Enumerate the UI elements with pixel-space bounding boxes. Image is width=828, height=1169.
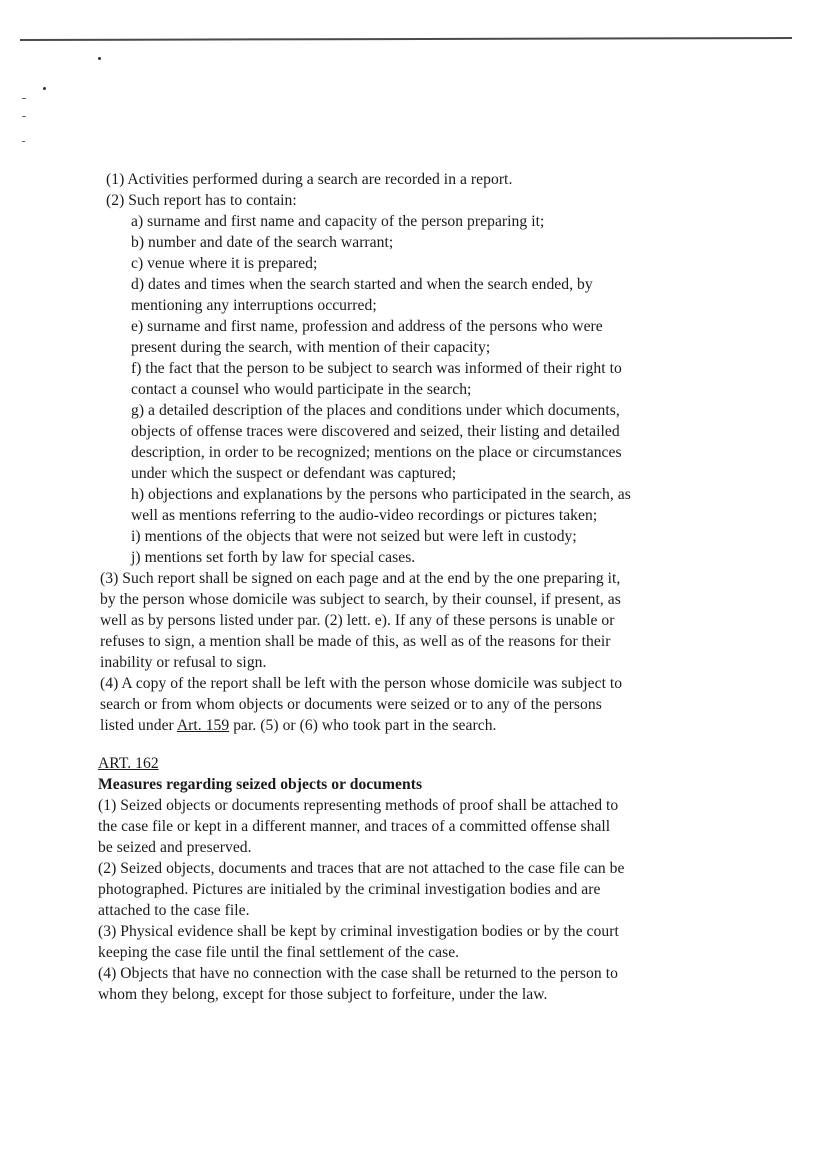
text-line: be seized and preserved. <box>98 839 252 856</box>
scan-top-rule <box>20 37 792 41</box>
list-item-h: h) objections and explanations by the persons who participated in the search, as <box>131 486 631 503</box>
text-line: whom they belong, except for those subject to forfeiture, under the law. <box>98 986 548 1003</box>
report-contents-list <box>131 211 631 568</box>
text-line: keeping the case file until the final settlement of the case. <box>98 944 460 961</box>
scan-speck <box>98 57 101 60</box>
text-line: (1) Activities performed during a search are recorded in a report. <box>106 171 513 188</box>
article-number: ART. 162 <box>98 755 159 772</box>
text-line: refuses to sign, a mention shall be made of this, as well as of the reasons for their <box>100 633 611 650</box>
scan-mark <box>22 116 26 117</box>
text-line: (4) A copy of the report shall be left with the person whose domicile was subject to <box>100 675 623 692</box>
list-item-f: f) the fact that the person to be subject to search was informed of their right to <box>131 360 622 377</box>
article-162-section <box>98 753 624 1005</box>
report-paragraph-3 <box>100 568 621 673</box>
text-line: attached to the case file. <box>98 902 250 919</box>
text-line: photographed. Pictures are initialed by the criminal investigation bodies and are <box>98 881 601 898</box>
list-item-c: c) venue where it is prepared; <box>131 255 318 272</box>
list-item-a: a) surname and first name and capacity of the person preparing it; <box>131 213 545 230</box>
article-159-link[interactable]: Art. 159 <box>176 717 230 734</box>
list-item-g-cont: under which the suspect or defendant was captured; <box>131 465 457 482</box>
text-line: (2) Seized objects, documents and traces that are not attached to the case file can be <box>98 860 625 877</box>
list-item-e: e) surname and first name, profession and address of the persons who were <box>131 318 603 335</box>
article-title: Measures regarding seized objects or documents <box>98 776 423 793</box>
list-item-d-cont: mentioning any interruptions occurred; <box>131 297 377 314</box>
list-item-e-cont: present during the search, with mention of their capacity; <box>131 339 491 356</box>
scan-mark <box>22 98 26 99</box>
text-line: (4) Objects that have no connection with the case shall be returned to the person to <box>98 965 618 982</box>
text-fragment: par. (5) or (6) who took part in the search. <box>229 717 497 734</box>
report-paragraph-1 <box>106 169 512 211</box>
list-item-h-cont: well as mentions referring to the audio-video recordings or pictures taken; <box>131 507 598 524</box>
text-line: (2) Such report has to contain: <box>106 192 297 209</box>
text-line: (3) Such report shall be signed on each page and at the end by the one preparing it, <box>100 570 621 587</box>
list-item-g-cont: objects of offense traces were discovered and seized, their listing and detailed <box>131 423 620 440</box>
text-line: (3) Physical evidence shall be kept by criminal investigation bodies or by the court <box>98 923 619 940</box>
list-item-b: b) number and date of the search warrant; <box>131 234 394 251</box>
text-line: the case file or kept in a different manner, and traces of a committed offense shall <box>98 818 611 835</box>
text-line: (1) Seized objects or documents representing methods of proof shall be attached to <box>98 797 619 814</box>
text-line: by the person whose domicile was subject to search, by their counsel, if present, as <box>100 591 621 608</box>
scan-speck <box>43 87 46 90</box>
text-line: inability or refusal to sign. <box>100 654 267 671</box>
text-line <box>100 715 622 736</box>
report-paragraph-4 <box>100 673 622 736</box>
list-item-g-cont: description, in order to be recognized; mentions on the place or circumstances <box>131 444 622 461</box>
list-item-f-cont: contact a counsel who would participate in the search; <box>131 381 472 398</box>
scan-mark <box>22 141 25 142</box>
text-line: well as by persons listed under par. (2) lett. e). If any of these persons is unable or <box>100 612 615 629</box>
list-item-g: g) a detailed description of the places and conditions under which documents, <box>131 402 620 419</box>
text-fragment: listed under <box>100 717 177 734</box>
list-item-j: j) mentions set forth by law for special cases. <box>131 549 416 566</box>
text-line: search or from whom objects or documents were seized or to any of the persons <box>100 696 602 713</box>
list-item-d: d) dates and times when the search started and when the search ended, by <box>131 276 593 293</box>
list-item-i: i) mentions of the objects that were not seized but were left in custody; <box>131 528 577 545</box>
